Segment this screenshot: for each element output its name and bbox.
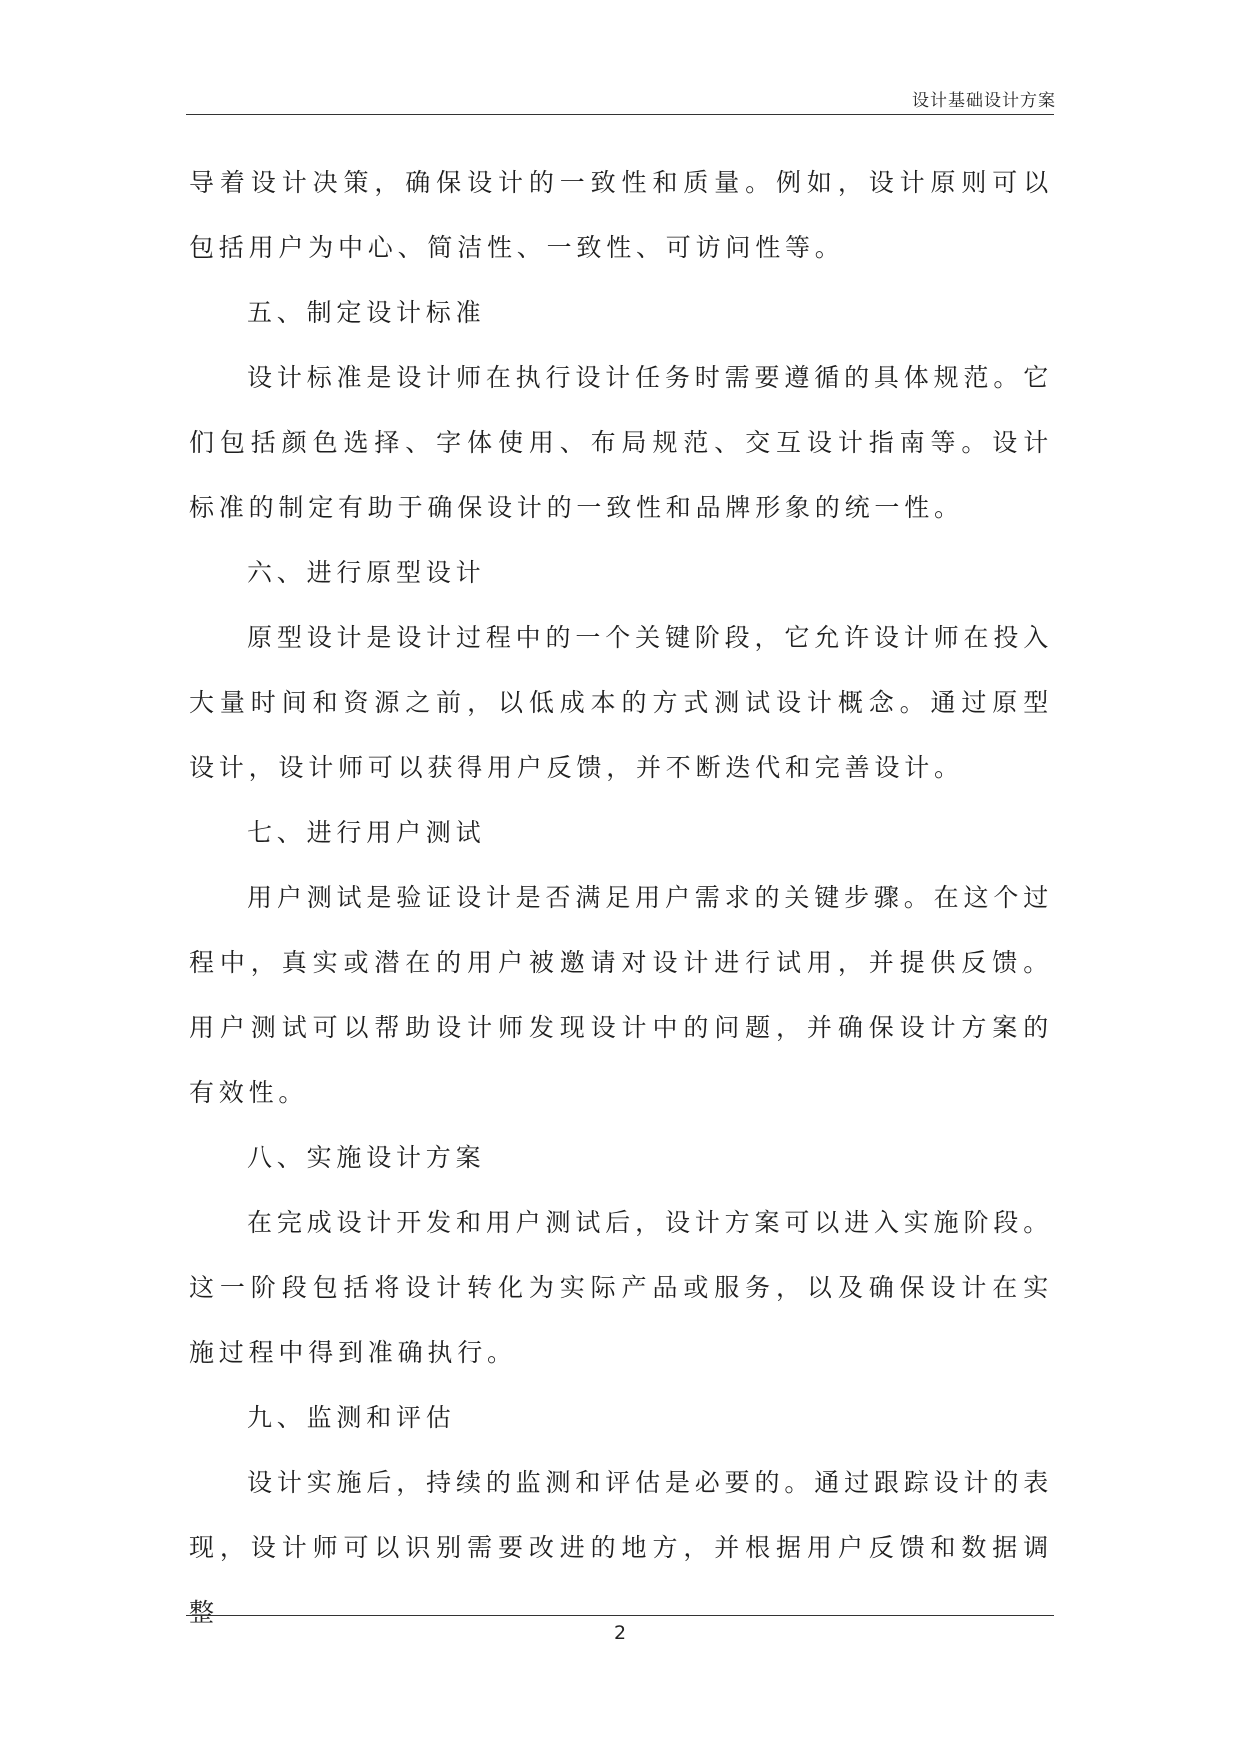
header-divider bbox=[186, 114, 1054, 115]
footer-divider bbox=[186, 1615, 1054, 1616]
section-paragraph-6: 原型设计是设计过程中的一个关键阶段，它允许设计师在投入大量时间和资源之前，以低成本的方式测试设计概念。通过原型设计，设计师可以获得用户反馈，并不断迭代和完善设计。 bbox=[189, 623, 1053, 782]
section-heading-8: 八、实施设计方案 bbox=[247, 1143, 486, 1172]
section-heading-7: 七、进行用户测试 bbox=[247, 818, 486, 847]
section-paragraph-7: 用户测试是验证设计是否满足用户需求的关键步骤。在这个过程中，真实或潜在的用户被邀请对设计进行试用，并提供反馈。用户测试可以帮助设计师发现设计中的问题，并确保设计方案的有效性。 bbox=[189, 883, 1053, 1107]
section-paragraph-8: 在完成设计开发和用户测试后，设计方案可以进入实施阶段。这一阶段包括将设计转化为实际产品或服务，以及确保设计在实施过程中得到准确执行。 bbox=[189, 1208, 1053, 1367]
document-body bbox=[189, 150, 1053, 1645]
section-heading-6: 六、进行原型设计 bbox=[247, 558, 486, 587]
section-paragraph-5: 设计标准是设计师在执行设计任务时需要遵循的具体规范。它们包括颜色选择、字体使用、布局规范、交互设计指南等。设计标准的制定有助于确保设计的一致性和品牌形象的统一性。 bbox=[189, 363, 1053, 522]
section-heading-9: 九、监测和评估 bbox=[247, 1403, 456, 1432]
intro-paragraph: 导着设计决策，确保设计的一致性和质量。例如，设计原则可以包括用户为中心、简洁性、一致性、可访问性等。 bbox=[189, 168, 1053, 262]
running-header-title: 设计基础设计方案 bbox=[912, 91, 1056, 111]
section-heading-5: 五、制定设计标准 bbox=[247, 298, 486, 327]
page-number: 2 bbox=[613, 1622, 627, 1644]
section-paragraph-9: 设计实施后，持续的监测和评估是必要的。通过跟踪设计的表现，设计师可以识别需要改进的地方，并根据用户反馈和数据调整 bbox=[189, 1468, 1053, 1627]
